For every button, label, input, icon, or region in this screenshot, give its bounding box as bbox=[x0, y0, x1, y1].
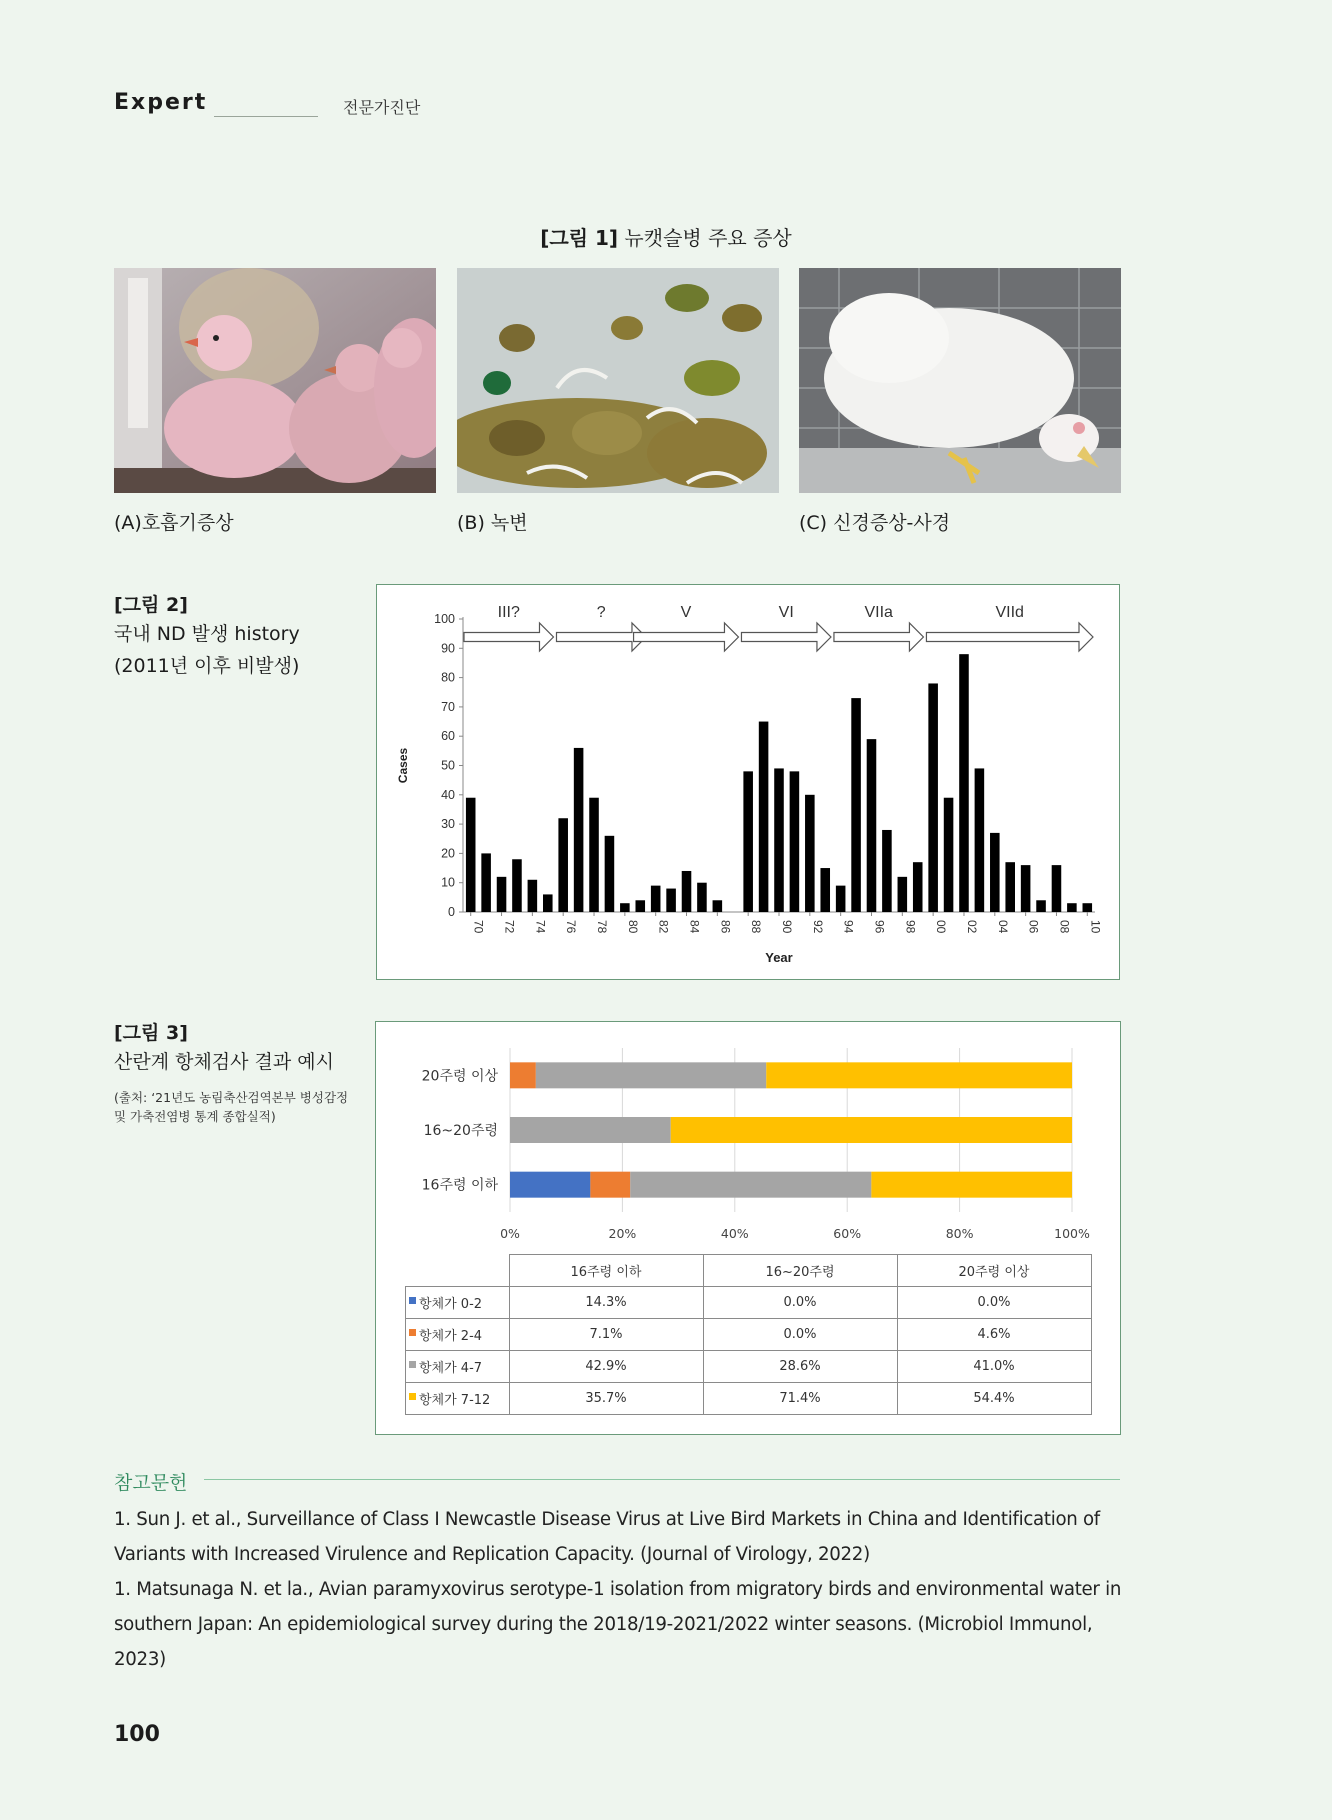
bar bbox=[1005, 862, 1015, 912]
x-tick-label: 86 bbox=[718, 920, 733, 934]
y-tick-label: 80 bbox=[441, 670, 455, 685]
genotype-arrow bbox=[926, 623, 1093, 651]
header-divider bbox=[214, 116, 318, 117]
x-axis-title: Year bbox=[765, 950, 793, 965]
photo-torticollis-chicken bbox=[799, 268, 1121, 493]
stacked-bar-segment bbox=[871, 1172, 1072, 1198]
figure2-description bbox=[114, 618, 300, 682]
x-tick-label: 100% bbox=[1054, 1226, 1090, 1241]
stacked-bar-segment bbox=[671, 1117, 1072, 1143]
figure1-caption-label: [그림 1] bbox=[540, 226, 619, 250]
stacked-bar-segment bbox=[510, 1062, 536, 1088]
table-cell: 7.1% bbox=[509, 1319, 703, 1351]
bar bbox=[543, 894, 553, 912]
bar bbox=[759, 722, 769, 912]
bar bbox=[882, 830, 892, 912]
bar bbox=[1083, 903, 1093, 912]
table-cell: 42.9% bbox=[509, 1351, 703, 1383]
table-col-header: 20주령 이상 bbox=[897, 1255, 1091, 1287]
section-title: 전문가진단 bbox=[343, 98, 421, 117]
legend-label: 항체가 4-7 bbox=[419, 1361, 483, 1376]
y-tick-label: 0 bbox=[448, 905, 455, 919]
genotype-arrow bbox=[834, 623, 923, 651]
bar bbox=[774, 768, 784, 912]
x-tick-label: 84 bbox=[687, 920, 702, 934]
nd-history-chart-svg bbox=[377, 585, 1119, 979]
figure3-source bbox=[114, 1088, 364, 1126]
legend-swatch-orange bbox=[409, 1329, 416, 1336]
x-tick-label: 78 bbox=[595, 920, 610, 934]
bar bbox=[743, 771, 753, 912]
stacked-bar-segment bbox=[510, 1117, 671, 1143]
bar bbox=[975, 768, 985, 912]
figure1-caption bbox=[0, 222, 1332, 251]
genotype-arrow bbox=[556, 623, 645, 651]
x-tick-label: 08 bbox=[1057, 920, 1072, 934]
y-tick-label: 100 bbox=[434, 612, 455, 626]
genotype-label: ? bbox=[596, 604, 606, 621]
table-corner bbox=[406, 1255, 510, 1287]
table-cell: 0.0% bbox=[703, 1287, 897, 1319]
x-tick-label: 82 bbox=[656, 920, 671, 934]
table-cell: 28.6% bbox=[703, 1351, 897, 1383]
legend-swatch-gray bbox=[409, 1361, 416, 1368]
bar bbox=[497, 877, 507, 912]
bar bbox=[466, 798, 476, 912]
table-row-label bbox=[406, 1383, 510, 1415]
bar bbox=[944, 798, 954, 912]
bar bbox=[836, 886, 846, 912]
bar bbox=[558, 818, 568, 912]
stacked-bar-segment bbox=[510, 1172, 590, 1198]
bar bbox=[1067, 903, 1077, 912]
bar bbox=[790, 771, 800, 912]
stacked-bar-segment bbox=[536, 1062, 766, 1088]
y-axis-title: Cases bbox=[396, 747, 410, 784]
photo-green-feces bbox=[457, 268, 779, 493]
x-tick-label: 80 bbox=[625, 920, 640, 934]
x-tick-label: 06 bbox=[1026, 920, 1041, 934]
figure3-label: [그림 3] bbox=[114, 1022, 188, 1044]
figure3-source-line2: 및 가축전염병 통계 종합실적) bbox=[114, 1109, 276, 1124]
photo-a-caption: (A)호흡기증상 bbox=[114, 512, 234, 534]
genotype-label: VI bbox=[778, 604, 794, 621]
table-header-row bbox=[406, 1255, 1092, 1287]
bar bbox=[867, 739, 877, 912]
table-cell: 54.4% bbox=[897, 1383, 1091, 1415]
photo-c-caption: (C) 신경증상-사경 bbox=[799, 512, 951, 534]
x-tick-label: 72 bbox=[502, 920, 517, 934]
table-cell: 4.6% bbox=[897, 1319, 1091, 1351]
x-tick-label: 80% bbox=[945, 1226, 974, 1241]
photo-b-caption: (B) 녹변 bbox=[457, 512, 528, 534]
y-tick-label: 90 bbox=[441, 641, 455, 656]
legend-label: 항체가 2-4 bbox=[419, 1329, 483, 1344]
x-tick-label: 20% bbox=[608, 1226, 637, 1241]
table-col-header: 16주령 이하 bbox=[509, 1255, 703, 1287]
genotype-label: VIId bbox=[995, 604, 1024, 621]
legend-label: 항체가 0-2 bbox=[419, 1297, 483, 1312]
bar bbox=[666, 889, 676, 912]
bar bbox=[1036, 900, 1046, 912]
figure2-desc-line2: (2011년 이후 비발생) bbox=[114, 655, 300, 677]
figure1-caption-text: 뉴캣슬병 주요 증상 bbox=[618, 226, 792, 250]
bar bbox=[1021, 865, 1031, 912]
genotype-arrow bbox=[741, 623, 830, 651]
bar bbox=[682, 871, 692, 912]
y-tick-label: 10 bbox=[441, 875, 455, 890]
bar bbox=[620, 903, 630, 912]
x-tick-label: 96 bbox=[872, 920, 887, 934]
bar bbox=[574, 748, 584, 912]
table-row-label bbox=[406, 1319, 510, 1351]
y-tick-label: 20 bbox=[441, 846, 455, 861]
x-tick-label: 90 bbox=[780, 920, 794, 934]
bar bbox=[805, 795, 815, 912]
bar bbox=[651, 886, 661, 912]
x-tick-label: 40% bbox=[720, 1226, 749, 1241]
x-tick-label: 76 bbox=[564, 920, 579, 934]
y-tick-label: 40 bbox=[441, 787, 455, 802]
stacked-bar-segment bbox=[590, 1172, 630, 1198]
x-tick-label: 88 bbox=[749, 920, 764, 934]
stacked-bar-segment bbox=[766, 1062, 1072, 1088]
figure3-source-line1: (출처: ‘21년도 농림축산검역본부 병성감정 bbox=[114, 1090, 349, 1105]
table-col-header: 16~20주령 bbox=[703, 1255, 897, 1287]
table-row bbox=[406, 1319, 1092, 1351]
bar bbox=[1052, 865, 1062, 912]
x-tick-label: 10 bbox=[1088, 920, 1103, 934]
bar bbox=[898, 877, 908, 912]
legend-swatch-yellow bbox=[409, 1393, 416, 1400]
bar bbox=[820, 868, 830, 912]
bar bbox=[913, 862, 923, 912]
table-row bbox=[406, 1287, 1092, 1319]
y-tick-label: 70 bbox=[441, 699, 455, 714]
table-row-label bbox=[406, 1351, 510, 1383]
figure2-desc-line1: 국내 ND 발생 history bbox=[114, 623, 300, 645]
figure2-label: [그림 2] bbox=[114, 594, 188, 616]
brand-title: Expert bbox=[114, 90, 208, 115]
legend-swatch-blue bbox=[409, 1297, 416, 1304]
x-tick-label: 04 bbox=[995, 920, 1010, 934]
bar bbox=[713, 900, 723, 912]
bar bbox=[928, 683, 938, 912]
x-tick-label: 94 bbox=[841, 920, 856, 934]
genotype-label: III? bbox=[497, 604, 520, 621]
table-cell: 41.0% bbox=[897, 1351, 1091, 1383]
bar bbox=[605, 836, 615, 912]
bar bbox=[990, 833, 1000, 912]
bar bbox=[697, 883, 707, 912]
x-tick-label: 98 bbox=[903, 920, 918, 934]
bar bbox=[481, 853, 491, 912]
category-label: 20주령 이상 bbox=[421, 1068, 498, 1085]
bar bbox=[512, 859, 522, 912]
references-list bbox=[114, 1502, 1124, 1677]
x-tick-label: 74 bbox=[533, 920, 548, 934]
genotype-arrow bbox=[634, 623, 739, 651]
reference-item: 1. Sun J. et al., Surveillance of Class I Newcastle Disease Virus at Live Bird Markets in China and Identification of Variants with Increased Virulence and Replication Capacity. (Journal of Virology, 2022) bbox=[114, 1509, 1100, 1565]
genotype-arrow bbox=[464, 623, 553, 651]
genotype-label: VIIa bbox=[864, 604, 893, 621]
table-cell: 14.3% bbox=[509, 1287, 703, 1319]
references-divider bbox=[204, 1479, 1120, 1480]
table-cell: 0.0% bbox=[897, 1287, 1091, 1319]
bar bbox=[851, 698, 861, 912]
y-tick-label: 60 bbox=[441, 729, 455, 744]
antibody-chart bbox=[375, 1021, 1121, 1435]
stacked-bar-segment bbox=[630, 1172, 871, 1198]
genotype-label: V bbox=[680, 604, 692, 621]
x-tick-label: 70 bbox=[471, 920, 486, 934]
bar bbox=[528, 880, 538, 912]
table-row bbox=[406, 1351, 1092, 1383]
reference-item: 1. Matsunaga N. et la., Avian paramyxovirus serotype-1 isolation from migratory birds and environmental water in southern Japan: An epidemiological survey during the 2018/19-2021/2022 winter seasons. (Microbiol Immunol, 2023) bbox=[114, 1579, 1122, 1670]
antibody-data-table bbox=[405, 1254, 1092, 1415]
x-tick-label: 60% bbox=[833, 1226, 862, 1241]
bar bbox=[635, 900, 645, 912]
x-tick-label: 92 bbox=[810, 920, 825, 934]
references-title: 참고문헌 bbox=[114, 1472, 188, 1494]
table-row bbox=[406, 1383, 1092, 1415]
bar bbox=[589, 798, 599, 912]
bar bbox=[959, 654, 969, 912]
y-tick-label: 30 bbox=[441, 817, 455, 832]
y-tick-label: 50 bbox=[441, 758, 455, 773]
table-cell: 0.0% bbox=[703, 1319, 897, 1351]
table-cell: 71.4% bbox=[703, 1383, 897, 1415]
antibody-stacked-bar-svg bbox=[376, 1022, 1120, 1244]
category-label: 16~20주령 bbox=[423, 1123, 498, 1139]
x-tick-label: 0% bbox=[500, 1226, 520, 1241]
photo-respiratory-chicks bbox=[114, 268, 436, 493]
x-tick-label: 02 bbox=[964, 920, 979, 934]
x-tick-label: 00 bbox=[934, 920, 949, 934]
table-cell: 35.7% bbox=[509, 1383, 703, 1415]
table-row-label bbox=[406, 1287, 510, 1319]
category-label: 16주령 이하 bbox=[421, 1177, 498, 1194]
page-number: 100 bbox=[114, 1722, 160, 1747]
figure3-description: 산란계 항체검사 결과 예시 bbox=[114, 1051, 335, 1073]
nd-history-chart bbox=[376, 584, 1120, 980]
legend-label: 항체가 7-12 bbox=[419, 1393, 491, 1408]
